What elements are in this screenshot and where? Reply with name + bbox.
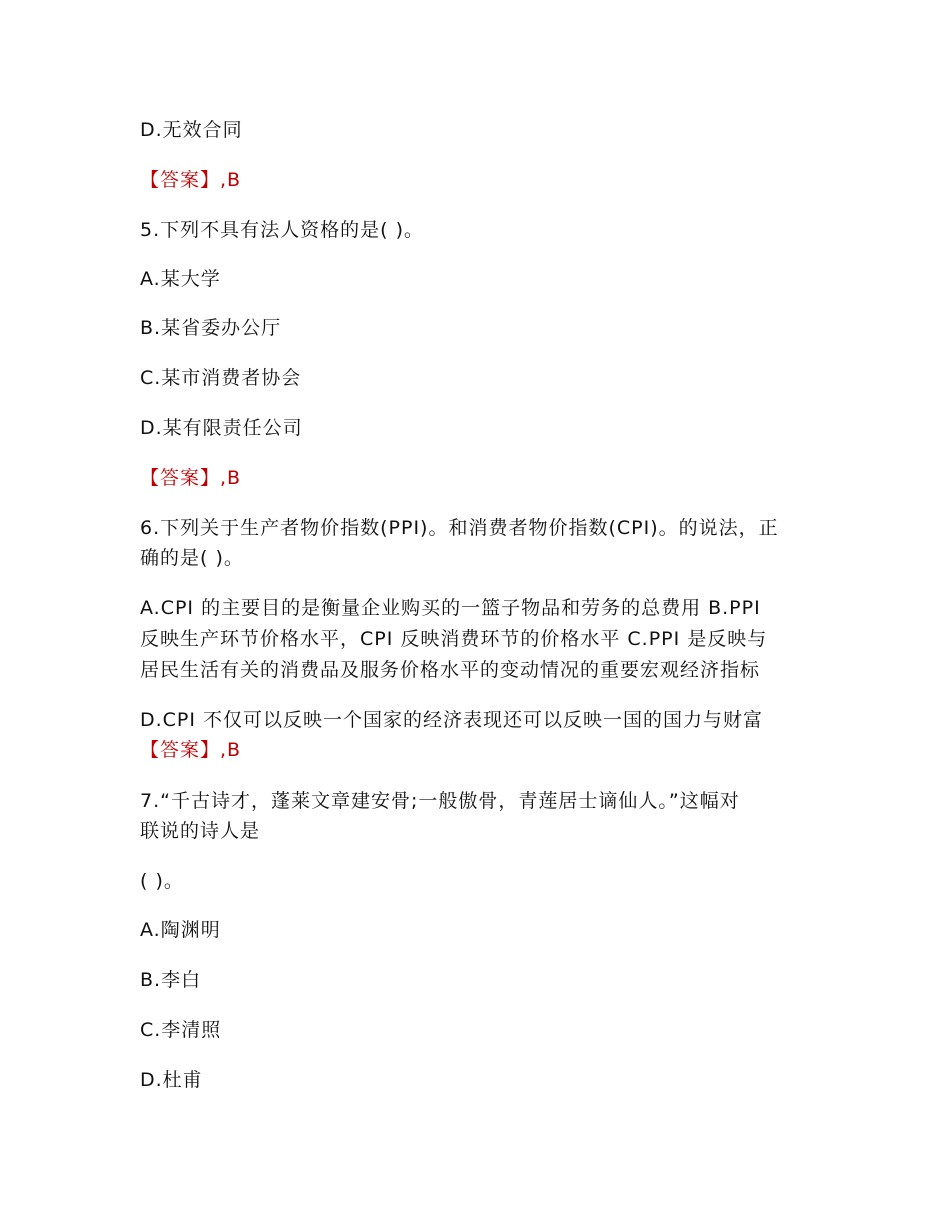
- q7-option-a: A.陶渊明: [140, 919, 221, 941]
- q6-options-line-1: A.CPI 的主要目的是衡量企业购买的一篮子物品和劳务的总费用 B.PPI: [140, 597, 761, 619]
- q5-answer: 【答案】,B: [140, 467, 242, 489]
- q6-stem-line-2: 确的是( )。: [140, 547, 244, 569]
- q7-option-d: D.杜甫: [140, 1069, 203, 1091]
- q7-stem-line-1: 7.“千古诗才，蓬莱文章建安骨;一般傲骨，青莲居士谪仙人。”这幅对: [140, 790, 740, 812]
- q7-option-b: B.李白: [140, 969, 202, 991]
- q6-stem-line-1: 6.下列关于生产者物价指数(PPI)。和消费者物价指数(CPI)。的说法，正: [140, 517, 779, 539]
- q7-stem-line-2: 联说的诗人是: [140, 820, 261, 842]
- q7-option-c: C.李清照: [140, 1019, 222, 1041]
- q5-option-b: B.某省委办公厅: [140, 317, 282, 339]
- q6-option-d: D.CPI 不仅可以反映一个国家的经济表现还可以反映一国的国力与财富: [140, 709, 764, 731]
- q7-stem-line-3: ( )。: [140, 870, 184, 892]
- q6-answer: 【答案】,B: [140, 739, 242, 761]
- q6-options-line-3: 居民生活有关的消费品及服务价格水平的变动情况的重要宏观经济指标: [140, 659, 761, 681]
- q5-stem: 5.下列不具有法人资格的是( )。: [140, 219, 424, 241]
- q4-option-d: D.无效合同: [140, 119, 243, 141]
- q5-option-d: D.某有限责任公司: [140, 417, 303, 439]
- q5-option-c: C.某市消费者协会: [140, 367, 302, 389]
- q5-option-a: A.某大学: [140, 268, 221, 290]
- q4-answer: 【答案】,B: [140, 169, 242, 191]
- q6-options-line-2: 反映生产环节价格水平，CPI 反映消费环节的价格水平 C.PPI 是反映与: [140, 628, 768, 650]
